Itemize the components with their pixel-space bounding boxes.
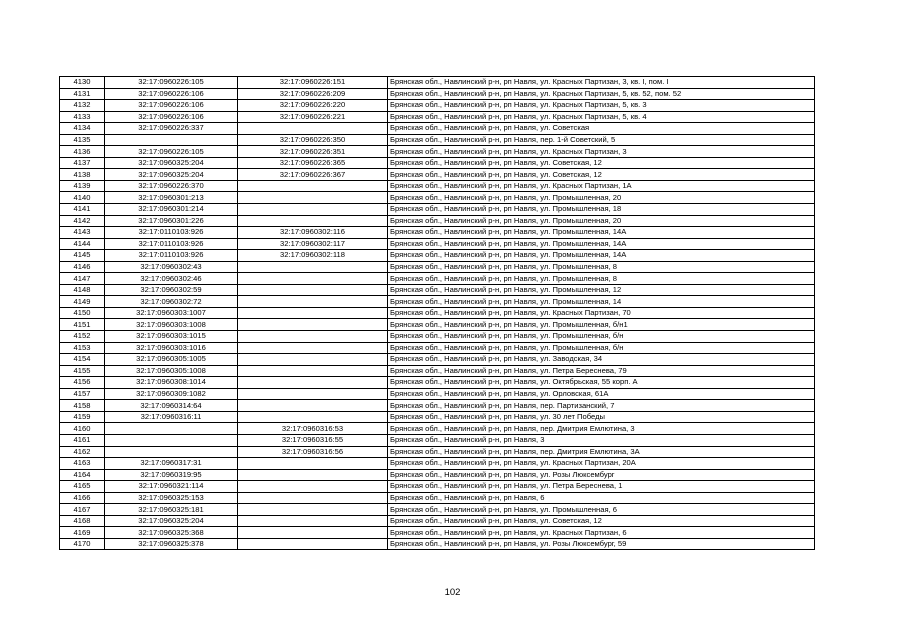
table-row (60, 250, 815, 262)
building-cadastral-number-cell (238, 388, 388, 400)
table-row (60, 538, 815, 550)
row-number-cell: 4151 (60, 319, 105, 331)
cadastral-number-cell: 32:17:0960301:226 (105, 215, 238, 227)
address-cell: Брянская обл., Навлинский р-н, рп Навля, 3 (388, 434, 815, 446)
row-number-cell: 4140 (60, 192, 105, 204)
row-number-cell: 4132 (60, 100, 105, 112)
table-row (60, 365, 815, 377)
row-number-cell: 4144 (60, 238, 105, 250)
cadastral-number-cell: 32:17:0110103:926 (105, 227, 238, 239)
row-number-cell: 4143 (60, 227, 105, 239)
table-row (60, 180, 815, 192)
row-number-cell: 4141 (60, 204, 105, 216)
cadastral-number-cell: 32:17:0960226:337 (105, 123, 238, 135)
cadastral-number-cell: 32:17:0960301:213 (105, 192, 238, 204)
address-cell: Брянская обл., Навлинский р-н, рп Навля, ул. Красных Партизан, 20А (388, 458, 815, 470)
address-cell: Брянская обл., Навлинский р-н, рп Навля, ул. Петра Береснева, 1 (388, 481, 815, 493)
table-row (60, 273, 815, 285)
address-cell: Брянская обл., Навлинский р-н, рп Навля, ул. Советская, 12 (388, 157, 815, 169)
cadastral-number-cell: 32:17:0960305:1005 (105, 354, 238, 366)
address-cell: Брянская обл., Навлинский р-н, рп Навля, ул. Промышленная, 12 (388, 284, 815, 296)
building-cadastral-number-cell (238, 411, 388, 423)
table-row (60, 458, 815, 470)
row-number-cell: 4158 (60, 400, 105, 412)
table-row (60, 319, 815, 331)
table-row (60, 192, 815, 204)
row-number-cell: 4148 (60, 284, 105, 296)
address-cell: Брянская обл., Навлинский р-н, рп Навля, ул. Красных Партизан, 5, кв. 3 (388, 100, 815, 112)
table-row (60, 88, 815, 100)
building-cadastral-number-cell (238, 365, 388, 377)
row-number-cell: 4157 (60, 388, 105, 400)
address-cell: Брянская обл., Навлинский р-н, рп Навля, ул. Промышленная, 18 (388, 204, 815, 216)
row-number-cell: 4146 (60, 261, 105, 273)
address-cell: Брянская обл., Навлинский р-н, рп Навля, пер. Дмитрия Емлютина, 3А (388, 446, 815, 458)
building-cadastral-number-cell (238, 354, 388, 366)
row-number-cell: 4163 (60, 458, 105, 470)
table-row (60, 434, 815, 446)
address-cell: Брянская обл., Навлинский р-н, рп Навля, ул. Промышленная, 20 (388, 215, 815, 227)
cadastral-number-cell: 32:17:0960314:64 (105, 400, 238, 412)
row-number-cell: 4164 (60, 469, 105, 481)
building-cadastral-number-cell (238, 204, 388, 216)
table-row (60, 354, 815, 366)
row-number-cell: 4159 (60, 411, 105, 423)
table-row (60, 204, 815, 216)
table-row (60, 504, 815, 516)
table-row (60, 307, 815, 319)
address-cell: Брянская обл., Навлинский р-н, рп Навля, ул. 30 лет Победы (388, 411, 815, 423)
table-row (60, 77, 815, 89)
cadastral-number-cell: 32:17:0960317:31 (105, 458, 238, 470)
cadastral-number-cell: 32:17:0960226:106 (105, 88, 238, 100)
table-row (60, 527, 815, 539)
address-cell: Брянская обл., Навлинский р-н, рп Навля, ул. Красных Партизан, 5, кв. 52, пом. 52 (388, 88, 815, 100)
building-cadastral-number-cell (238, 319, 388, 331)
building-cadastral-number-cell (238, 307, 388, 319)
cadastral-number-cell: 32:17:0960302:46 (105, 273, 238, 285)
building-cadastral-number-cell (238, 515, 388, 527)
building-cadastral-number-cell (238, 261, 388, 273)
cadastral-number-cell: 32:17:0960309:1082 (105, 388, 238, 400)
row-number-cell: 4168 (60, 515, 105, 527)
table-row (60, 238, 815, 250)
building-cadastral-number-cell (238, 492, 388, 504)
row-number-cell: 4137 (60, 157, 105, 169)
cadastral-number-cell: 32:17:0960303:1008 (105, 319, 238, 331)
cadastral-number-cell: 32:17:0960308:1014 (105, 377, 238, 389)
table-row (60, 111, 815, 123)
address-cell: Брянская обл., Навлинский р-н, рп Навля, ул. Красных Партизан, 3, кв. I, пом. I (388, 77, 815, 89)
cadastral-number-cell: 32:17:0960325:378 (105, 538, 238, 550)
row-number-cell: 4162 (60, 446, 105, 458)
cadastral-number-cell (105, 446, 238, 458)
building-cadastral-number-cell (238, 527, 388, 539)
cadastral-number-cell: 32:17:0960302:72 (105, 296, 238, 308)
table-row (60, 215, 815, 227)
building-cadastral-number-cell (238, 284, 388, 296)
table-row (60, 157, 815, 169)
register-table (59, 76, 815, 550)
table-row (60, 296, 815, 308)
row-number-cell: 4136 (60, 146, 105, 158)
table-row (60, 123, 815, 135)
cadastral-number-cell: 32:17:0960226:106 (105, 100, 238, 112)
building-cadastral-number-cell (238, 342, 388, 354)
address-cell: Брянская обл., Навлинский р-н, рп Навля, ул. Промышленная, 20 (388, 192, 815, 204)
table-row (60, 342, 815, 354)
building-cadastral-number-cell (238, 192, 388, 204)
row-number-cell: 4166 (60, 492, 105, 504)
cadastral-number-cell: 32:17:0960226:105 (105, 77, 238, 89)
building-cadastral-number-cell: 32:17:0960226:367 (238, 169, 388, 181)
table-row (60, 446, 815, 458)
cadastral-number-cell: 32:17:0960303:1016 (105, 342, 238, 354)
table-row (60, 400, 815, 412)
row-number-cell: 4147 (60, 273, 105, 285)
cadastral-number-cell: 32:17:0960325:204 (105, 515, 238, 527)
cadastral-number-cell: 32:17:0960226:105 (105, 146, 238, 158)
row-number-cell: 4155 (60, 365, 105, 377)
register-table-body (60, 77, 815, 550)
cadastral-number-cell (105, 134, 238, 146)
address-cell: Брянская обл., Навлинский р-н, рп Навля, пер. 1-й Советский, 5 (388, 134, 815, 146)
row-number-cell: 4134 (60, 123, 105, 135)
cadastral-number-cell: 32:17:0960301:214 (105, 204, 238, 216)
building-cadastral-number-cell: 32:17:0960226:350 (238, 134, 388, 146)
row-number-cell: 4133 (60, 111, 105, 123)
building-cadastral-number-cell (238, 400, 388, 412)
address-cell: Брянская обл., Навлинский р-н, рп Навля, ул. Красных Партизан, 6 (388, 527, 815, 539)
address-cell: Брянская обл., Навлинский р-н, рп Навля, ул. Петра Береснева, 79 (388, 365, 815, 377)
row-number-cell: 4170 (60, 538, 105, 550)
row-number-cell: 4154 (60, 354, 105, 366)
table-row (60, 169, 815, 181)
building-cadastral-number-cell: 32:17:0960226:365 (238, 157, 388, 169)
cadastral-number-cell: 32:17:0960325:181 (105, 504, 238, 516)
building-cadastral-number-cell: 32:17:0960226:351 (238, 146, 388, 158)
table-row (60, 515, 815, 527)
address-cell: Брянская обл., Навлинский р-н, рп Навля, ул. Заводская, 34 (388, 354, 815, 366)
address-cell: Брянская обл., Навлинский р-н, рп Навля, ул. Промышленная, 14А (388, 227, 815, 239)
table-row (60, 100, 815, 112)
cadastral-number-cell: 32:17:0960319:95 (105, 469, 238, 481)
address-cell: Брянская обл., Навлинский р-н, рп Навля, ул. Красных Партизан, 70 (388, 307, 815, 319)
row-number-cell: 4169 (60, 527, 105, 539)
cadastral-number-cell: 32:17:0960325:204 (105, 169, 238, 181)
building-cadastral-number-cell (238, 469, 388, 481)
address-cell: Брянская обл., Навлинский р-н, рп Навля, ул. Розы Люксембург (388, 469, 815, 481)
table-row (60, 411, 815, 423)
building-cadastral-number-cell (238, 180, 388, 192)
building-cadastral-number-cell: 32:17:0960226:220 (238, 100, 388, 112)
address-cell: Брянская обл., Навлинский р-н, рп Навля, ул. Октябрьская, 55 корп. А (388, 377, 815, 389)
building-cadastral-number-cell (238, 458, 388, 470)
address-cell: Брянская обл., Навлинский р-н, рп Навля, ул. Промышленная, 14А (388, 238, 815, 250)
address-cell: Брянская обл., Навлинский р-н, рп Навля, ул. Красных Партизан, 5, кв. 4 (388, 111, 815, 123)
building-cadastral-number-cell: 32:17:0960302:117 (238, 238, 388, 250)
table-row (60, 261, 815, 273)
address-cell: Брянская обл., Навлинский р-н, рп Навля, ул. Промышленная, 8 (388, 273, 815, 285)
cadastral-number-cell: 32:17:0960226:370 (105, 180, 238, 192)
row-number-cell: 4150 (60, 307, 105, 319)
building-cadastral-number-cell: 32:17:0960302:116 (238, 227, 388, 239)
building-cadastral-number-cell: 32:17:0960226:151 (238, 77, 388, 89)
address-cell: Брянская обл., Навлинский р-н, рп Навля, ул. Красных Партизан, 1А (388, 180, 815, 192)
address-cell: Брянская обл., Навлинский р-н, рп Навля, ул. Советская, 12 (388, 515, 815, 527)
cadastral-number-cell: 32:17:0960303:1015 (105, 331, 238, 343)
building-cadastral-number-cell: 32:17:0960226:221 (238, 111, 388, 123)
table-row (60, 481, 815, 493)
table-row (60, 388, 815, 400)
address-cell: Брянская обл., Навлинский р-н, рп Навля, ул. Советская (388, 123, 815, 135)
cadastral-number-cell: 32:17:0960325:204 (105, 157, 238, 169)
building-cadastral-number-cell: 32:17:0960316:55 (238, 434, 388, 446)
cadastral-number-cell: 32:17:0110103:926 (105, 238, 238, 250)
cadastral-number-cell (105, 423, 238, 435)
row-number-cell: 4153 (60, 342, 105, 354)
row-number-cell: 4138 (60, 169, 105, 181)
cadastral-number-cell: 32:17:0110103:926 (105, 250, 238, 262)
cadastral-number-cell: 32:17:0960325:368 (105, 527, 238, 539)
address-cell: Брянская обл., Навлинский р-н, рп Навля, ул. Промышленная, 8 (388, 261, 815, 273)
address-cell: Брянская обл., Навлинский р-н, рп Навля, ул. Промышленная, б/н (388, 331, 815, 343)
address-cell: Брянская обл., Навлинский р-н, рп Навля, ул. Промышленная, 14А (388, 250, 815, 262)
row-number-cell: 4152 (60, 331, 105, 343)
building-cadastral-number-cell (238, 538, 388, 550)
address-cell: Брянская обл., Навлинский р-н, рп Навля, ул. Красных Партизан, 3 (388, 146, 815, 158)
building-cadastral-number-cell (238, 215, 388, 227)
address-cell: Брянская обл., Навлинский р-н, рп Навля, ул. Советская, 12 (388, 169, 815, 181)
building-cadastral-number-cell (238, 504, 388, 516)
address-cell: Брянская обл., Навлинский р-н, рп Навля, ул. Промышленная, б/н (388, 342, 815, 354)
cadastral-number-cell (105, 434, 238, 446)
row-number-cell: 4131 (60, 88, 105, 100)
building-cadastral-number-cell: 32:17:0960226:209 (238, 88, 388, 100)
cadastral-number-cell: 32:17:0960302:59 (105, 284, 238, 296)
address-cell: Брянская обл., Навлинский р-н, рп Навля, ул. Промышленная, б/н1 (388, 319, 815, 331)
row-number-cell: 4149 (60, 296, 105, 308)
cadastral-number-cell: 32:17:0960321:114 (105, 481, 238, 493)
cadastral-number-cell: 32:17:0960226:106 (105, 111, 238, 123)
row-number-cell: 4167 (60, 504, 105, 516)
building-cadastral-number-cell (238, 481, 388, 493)
building-cadastral-number-cell (238, 296, 388, 308)
address-cell: Брянская обл., Навлинский р-н, рп Навля, ул. Промышленная, 14 (388, 296, 815, 308)
address-cell: Брянская обл., Навлинский р-н, рп Навля, 6 (388, 492, 815, 504)
address-cell: Брянская обл., Навлинский р-н, рп Навля, пер. Партизанский, 7 (388, 400, 815, 412)
table-row (60, 134, 815, 146)
table-row (60, 469, 815, 481)
building-cadastral-number-cell: 32:17:0960316:56 (238, 446, 388, 458)
cadastral-number-cell: 32:17:0960303:1007 (105, 307, 238, 319)
building-cadastral-number-cell (238, 331, 388, 343)
table-row (60, 492, 815, 504)
row-number-cell: 4161 (60, 434, 105, 446)
table-row (60, 227, 815, 239)
building-cadastral-number-cell (238, 123, 388, 135)
row-number-cell: 4160 (60, 423, 105, 435)
building-cadastral-number-cell (238, 273, 388, 285)
address-cell: Брянская обл., Навлинский р-н, рп Навля, пер. Дмитрия Емлютина, 3 (388, 423, 815, 435)
row-number-cell: 4145 (60, 250, 105, 262)
cadastral-number-cell: 32:17:0960302:43 (105, 261, 238, 273)
row-number-cell: 4142 (60, 215, 105, 227)
row-number-cell: 4130 (60, 77, 105, 89)
address-cell: Брянская обл., Навлинский р-н, рп Навля, ул. Орловская, 61А (388, 388, 815, 400)
table-row (60, 423, 815, 435)
table-row (60, 284, 815, 296)
table-row (60, 331, 815, 343)
row-number-cell: 4156 (60, 377, 105, 389)
building-cadastral-number-cell: 32:17:0960316:53 (238, 423, 388, 435)
cadastral-number-cell: 32:17:0960325:153 (105, 492, 238, 504)
table-row (60, 146, 815, 158)
address-cell: Брянская обл., Навлинский р-н, рп Навля, ул. Промышленная, 6 (388, 504, 815, 516)
building-cadastral-number-cell: 32:17:0960302:118 (238, 250, 388, 262)
page-number: 102 (444, 587, 461, 598)
row-number-cell: 4135 (60, 134, 105, 146)
cadastral-number-cell: 32:17:0960316:11 (105, 411, 238, 423)
table-row (60, 377, 815, 389)
address-cell: Брянская обл., Навлинский р-н, рп Навля, ул. Розы Люксембург, 59 (388, 538, 815, 550)
row-number-cell: 4139 (60, 180, 105, 192)
building-cadastral-number-cell (238, 377, 388, 389)
row-number-cell: 4165 (60, 481, 105, 493)
cadastral-number-cell: 32:17:0960305:1008 (105, 365, 238, 377)
